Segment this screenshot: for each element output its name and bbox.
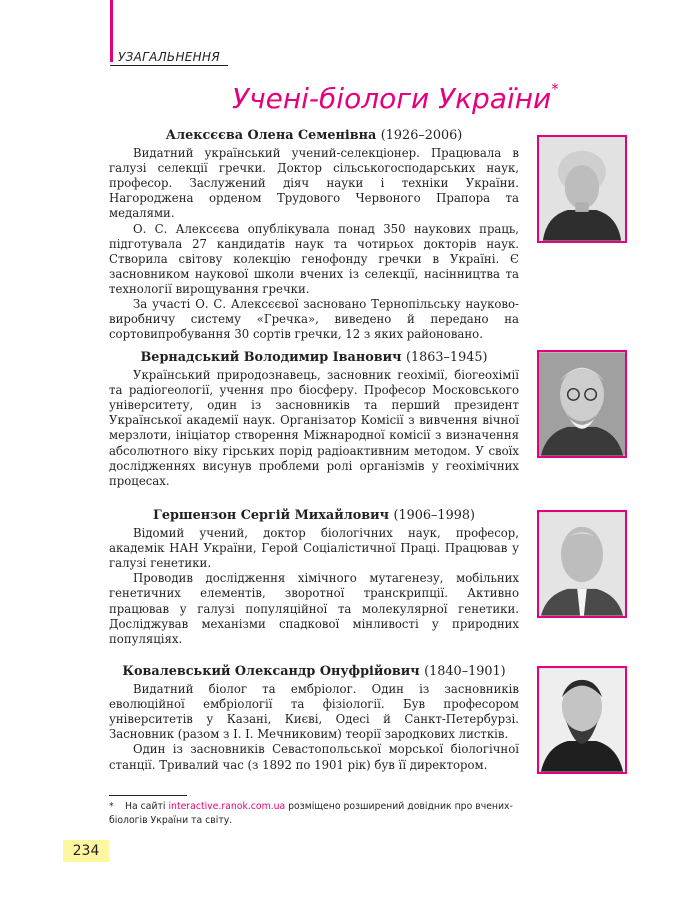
bio-heading bbox=[109, 508, 519, 523]
bio-name: Вернадський Володимир Іванович bbox=[140, 350, 402, 365]
portrait-kovalevsky-image bbox=[539, 668, 625, 772]
bio-paragraph: Один із засновників Севастопольської морської біологічної станції. Тривалий час (з 1892 по 1901 рік) був її директором. bbox=[109, 742, 519, 772]
portrait-vernadsky-image bbox=[539, 352, 625, 456]
bio-paragraph: За участі О. С. Алексєєвої засновано Тернопільську науково-виробничу систему «Гречка», виведено й передано на сортовипробування 30 сортів гречки, 12 з яких районовано. bbox=[109, 297, 519, 342]
bio-name: Гершензон Сергій Михайлович bbox=[152, 508, 389, 523]
section-label: УЗАГАЛЬНЕННЯ bbox=[118, 50, 220, 64]
bio-name: Алексєєва Олена Семенівна bbox=[165, 128, 377, 143]
footnote-mark: * bbox=[109, 801, 114, 812]
bio-paragraph: О. С. Алексєєва опублікувала понад 350 наукових праць, підготувала 27 кандидатів наук та чотирьох докторів наук. Створила світову колекцію генофонду гречки в Україні. Є засновником наукової школи вчених із селекції, насінництва та технології вирощування гречки. bbox=[109, 221, 519, 296]
title-footnote-mark: * bbox=[551, 79, 559, 98]
portrait-alekseeva bbox=[537, 135, 627, 243]
portrait-gershenzon-image bbox=[539, 512, 625, 616]
bio-kovalevsky bbox=[109, 664, 519, 773]
bio-name: Ковалевський Олександр Онуфрійович bbox=[122, 664, 420, 679]
footnote-rule bbox=[109, 795, 187, 796]
portrait-alekseeva-image bbox=[539, 137, 625, 241]
footnote-link[interactable]: interactive.ranok.com.ua bbox=[168, 801, 286, 812]
bio-heading bbox=[109, 350, 519, 365]
bio-years: (1926–2006) bbox=[380, 128, 463, 143]
bio-paragraph: Український природознавець, засновник геохімії, біогеохімії та радіогеології, учення про біосферу. Професор Московського університету, один із засновників та перший президент Української академії наук. Організатор Комісії з вивчення вічної мерзлоти, ініціатор створення Міжнародної комісії з визначення абсолютного віку гірських порід радіоактивним методом. У своїх дослідженнях висунув проблеми ролі організмів у геохімічних процесах. bbox=[109, 368, 519, 488]
bio-years: (1906–1998) bbox=[393, 508, 475, 523]
footnote-text-before: На сайті bbox=[125, 801, 166, 812]
bio-heading bbox=[109, 664, 519, 679]
bio-gershenzon bbox=[109, 508, 519, 647]
bio-paragraph: Видатний український учений-селекціонер. Працювала в галузі селекції гречки. Доктор сільськогосподарських наук, професор. Заслужений діяч науки і техніки України. Нагороджена орденом Трудового Червоного Прапора та медалями. bbox=[109, 146, 519, 221]
page-number: 234 bbox=[63, 840, 109, 862]
bio-paragraph: Проводив дослідження хімічного мутагенезу, мобільних генетичних елементів, зворотної транскрипції. Активно працював у галузі популяційної та молекулярної генетики. Досліджував механізми спадкової мінливості у природних популяціях. bbox=[109, 571, 519, 646]
bio-years: (1863–1945) bbox=[405, 350, 488, 365]
portrait-kovalevsky bbox=[537, 666, 627, 774]
page-title-text: Учені-біологи України bbox=[232, 82, 552, 115]
header-accent-bar bbox=[110, 0, 113, 62]
header-rule bbox=[110, 65, 228, 66]
portrait-vernadsky bbox=[537, 350, 627, 458]
bio-vernadsky bbox=[109, 350, 519, 489]
bio-heading bbox=[109, 128, 519, 143]
bio-paragraph: Відомий учений, доктор біологічних наук, професор, академік НАН України, Герой Соціалістичної Праці. Працював у галузі генетики. bbox=[109, 526, 519, 571]
footnote bbox=[109, 800, 529, 828]
footnote-text-after: розміщено розширений довідник про вчених-біологів України та світу. bbox=[109, 801, 513, 826]
bio-years: (1840–1901) bbox=[424, 664, 506, 679]
page-title bbox=[232, 79, 559, 115]
portrait-gershenzon bbox=[537, 510, 627, 618]
bio-alekseeva bbox=[109, 128, 519, 342]
bio-paragraph: Видатний біолог та ембріолог. Один із засновників еволюційної ембріології та фізіології. Був професором університетів у Казані, Києві, Одесі й Санкт-Петербурзі. Засновник (разом з І. І. Мечниковим) теорії зародкових листків. bbox=[109, 682, 519, 742]
